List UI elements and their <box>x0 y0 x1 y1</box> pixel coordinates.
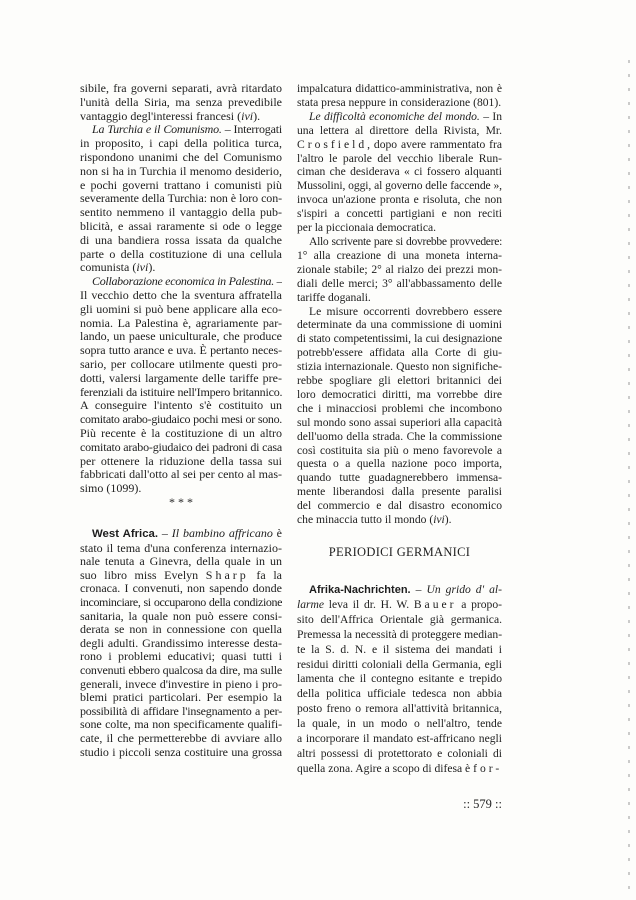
text-run: di una bandiera rossa issata da qualche <box>80 233 282 247</box>
text-line <box>80 732 282 746</box>
text-line <box>80 678 282 692</box>
text-run: potrebb'essere affidata alla Corte di giu- <box>297 346 502 360</box>
text-line <box>297 672 502 687</box>
text-line <box>297 747 502 762</box>
text-run: stata presa neppure in considerazione (801). <box>297 95 502 109</box>
text-run: cronaca. I convenuti, non sapendo donde <box>80 582 282 596</box>
text-line <box>80 650 282 664</box>
text-run: vantaggio degl'interessi francesi ( <box>80 109 242 123</box>
text-run: una lettera al direttore della Rivista, Mr. <box>297 123 502 137</box>
text-run: a propo- <box>456 597 502 611</box>
text-run: questa o a quella nazione poco importa, <box>297 457 502 471</box>
text-line <box>80 261 282 275</box>
text-line <box>297 221 502 235</box>
text-run: generali, invece d'investire in pieno i pro- <box>80 677 282 691</box>
text-run: Premessa la necessità di proteggere median- <box>297 627 502 641</box>
text-run: non si ha in Turchia il menomo desiderio, <box>80 164 282 178</box>
text-run: ). <box>253 109 261 123</box>
text-line <box>297 96 502 110</box>
text-run: rebbe spogliare gli elettori britannici dei <box>297 374 502 388</box>
text-run: ciman che desiderava « ci fossero alquanti <box>297 165 502 179</box>
text-line <box>80 664 282 678</box>
text-run: sopra tutto arance e uva. È pertanto neces- <box>80 344 282 358</box>
text-run: blemi pratici particolari. Per esempio la <box>80 691 282 705</box>
text-run: comitato arabo-giudaico dei padroni di casa <box>80 440 282 454</box>
text-line <box>297 207 502 221</box>
text-line <box>80 527 282 542</box>
text-run: – <box>158 527 172 540</box>
text-run: lamenta che il contegno esitante e trepido <box>297 672 502 686</box>
text-line <box>80 220 282 234</box>
text-run: cate, il che permetterebbe di avviare allo <box>80 731 282 745</box>
text-run: tariffe doganali. <box>297 290 371 304</box>
text-line <box>80 386 282 400</box>
text-run: degli adulti. Grandissimo interesse desta- <box>80 636 282 650</box>
text-line <box>297 732 502 747</box>
text-line <box>297 485 502 499</box>
text-line <box>297 346 502 360</box>
text-run: quella zona. Agire a scopo di difesa è <box>297 761 474 775</box>
text-line <box>80 358 282 372</box>
text-line <box>297 613 502 628</box>
text-run: 1° alla creazione di una moneta interna- <box>297 248 502 262</box>
text-line <box>297 583 502 598</box>
text-line <box>297 687 502 702</box>
text-line <box>297 643 502 658</box>
text-line <box>80 248 282 262</box>
text-run: l'altro le parole del vecchio liberale Run- <box>297 151 502 165</box>
text-line <box>297 124 502 138</box>
text-line <box>297 235 502 249</box>
text-line <box>297 305 502 319</box>
text-run: sanitaria, la quale non può essere consi- <box>80 609 282 623</box>
text-line <box>80 610 282 624</box>
text-run: comunista ( <box>80 261 137 275</box>
text-line <box>80 542 282 556</box>
italic-text: La Turchia e il Comunismo. <box>92 123 222 137</box>
text-run: – <box>273 275 282 289</box>
italic-text: ivi <box>241 109 254 123</box>
text-line <box>80 718 282 732</box>
text-run: per la piccionaia democratica. <box>297 221 437 235</box>
text-run: convenuti ebbero qualcosa da dire, ma sulle <box>80 663 282 677</box>
text-line <box>297 628 502 643</box>
text-run: l'unità della Siria, ma senza prevedibile <box>80 95 282 109</box>
text-run: dell'uomo della strada. Che la commissione <box>297 429 502 443</box>
text-run: determinate da una commissione di uomini <box>297 318 502 332</box>
text-line <box>80 165 282 179</box>
text-line <box>297 388 502 402</box>
text-line <box>80 455 282 469</box>
text-line <box>297 318 502 332</box>
text-run: comitato arabo-giudaico pochi mesi or sono. <box>80 413 282 427</box>
text-line <box>80 413 282 427</box>
text-run: la quale, in un modo o nell'altro, tende <box>297 717 502 731</box>
left-column-upper-text <box>80 82 282 510</box>
text-line <box>297 430 502 444</box>
text-run: Allo scrivente pare si dovrebbe provvedere: <box>309 234 502 248</box>
italic-text: ivi <box>433 513 445 527</box>
section-separator <box>80 496 282 510</box>
text-line <box>297 374 502 388</box>
spaced-text: for- <box>473 761 502 775</box>
text-run: sul mondo sono assai superiori alla capacità <box>297 415 502 429</box>
text-line <box>80 596 282 610</box>
text-line <box>80 372 282 386</box>
text-line <box>80 441 282 455</box>
section-heading: PERIODICI GERMANICI <box>328 545 471 559</box>
text-line <box>297 471 502 485</box>
text-run: rispondono unanimi che del Comunismo <box>80 150 282 164</box>
text-run: mente liberandosi dalla presente paralisi <box>297 485 502 499</box>
text-line <box>297 263 502 277</box>
text-line <box>80 151 282 165</box>
italic-text: Un grido d' al- <box>426 583 502 596</box>
text-line <box>80 569 282 583</box>
text-run: ). <box>148 261 156 275</box>
text-run: rono i problemi educativi; quasi tutti i <box>80 650 282 664</box>
text-line <box>80 555 282 569</box>
text-run: residui diritti coloniali della Germania, egli <box>297 657 502 671</box>
text-run: possibilità di affidare l'insegnamento a per- <box>80 704 282 718</box>
text-run: quando tutte guadagnerebbero immensa- <box>297 471 502 485</box>
text-line <box>297 152 502 166</box>
text-run: parte o della costituzione di una cellula <box>80 247 282 261</box>
text-run: A conseguire l'intento s'è costituito un <box>80 399 282 413</box>
text-line <box>297 165 502 179</box>
text-line <box>297 138 502 152</box>
text-run: incominciare, si occuparono della condizione <box>80 595 282 609</box>
text-run: * * * <box>169 495 193 509</box>
text-run: leva il dr. H. W. <box>324 597 414 611</box>
text-run: fabbricati dall'otto al sei per cento al mas- <box>80 468 282 482</box>
text-line <box>297 82 502 96</box>
text-run: stizia internazionale. Questo non significhe- <box>297 360 502 374</box>
bold-heading: Afrika-Nachrichten. <box>309 584 411 596</box>
spaced-text: Crosfield <box>297 137 368 151</box>
text-run: derata se non in connessione con quella <box>80 623 282 637</box>
text-run: gli uomini si può bene applicare alla eco- <box>80 302 282 316</box>
text-line <box>80 82 282 96</box>
text-run: della politica ufficiale tedesca non abbia <box>297 687 502 701</box>
scan-edge-marks <box>628 60 630 900</box>
text-line <box>80 623 282 637</box>
text-line <box>297 402 502 416</box>
text-run: s'ispiri a concetti partigiani e non reciti <box>297 207 502 221</box>
text-run: Il vecchio detto che la sventura affratella <box>80 288 282 302</box>
text-line <box>297 513 502 527</box>
text-line <box>80 691 282 705</box>
spaced-text: Bauer <box>413 597 457 611</box>
text-line <box>80 705 282 719</box>
text-line <box>297 702 502 717</box>
text-run: Più recente è la costituzione di un altro <box>80 426 282 440</box>
text-run: stato il tema d'una conferenza internazio- <box>80 541 282 555</box>
text-run: altri possessi di protettorato e coloniali di <box>297 746 502 760</box>
right-column-upper-text <box>297 82 502 527</box>
text-line <box>80 275 282 289</box>
text-run: che i minacciosi problemi che incombono <box>297 401 502 415</box>
text-run: loro democratici diritti, ma vorrebbe dire <box>297 387 502 401</box>
italic-text: larme <box>297 597 325 611</box>
text-run: zionale stabile; 2° al rialzo dei prezzi mon- <box>297 262 502 276</box>
bold-heading: West Africa. <box>92 528 159 540</box>
text-line <box>297 598 502 613</box>
spaced-text: Sharp <box>205 568 249 582</box>
text-line <box>297 658 502 673</box>
text-run: ). <box>444 513 452 527</box>
text-run: sito dell'Affrica Orientale già germanica. <box>297 612 502 626</box>
right-column-afrika-text <box>297 583 502 777</box>
text-run: sibile, fra governi separati, avrà ritardato <box>80 82 282 95</box>
text-run: suo libro miss Evelyn <box>80 568 206 582</box>
left-column-west-africa-text <box>80 527 282 759</box>
text-line <box>80 123 282 137</box>
text-line <box>297 277 502 291</box>
text-run: studio i piccoli senza costituire una grossa <box>80 745 282 759</box>
text-line <box>80 110 282 124</box>
text-run: – Interrogati <box>221 123 282 137</box>
text-run: invoca un'azione pronta e risoluta, che non <box>297 193 502 207</box>
text-run: impalcatura didattico-amministrativa, non è <box>297 82 502 95</box>
text-line <box>80 482 282 496</box>
text-line <box>297 444 502 458</box>
text-line <box>80 399 282 413</box>
text-line <box>297 762 502 777</box>
page-number: :: 579 :: <box>463 797 502 811</box>
text-run: – <box>410 583 427 596</box>
text-run: di stato competentissimi, la cui designazione <box>297 332 502 346</box>
text-run: e pochi governi trattano i comunisti più <box>80 178 282 192</box>
text-run: te la S. d. N. e il sistema dei mandati i <box>297 642 502 656</box>
text-line <box>80 96 282 110</box>
text-line <box>80 637 282 651</box>
text-run: fa la <box>248 568 282 582</box>
text-line <box>297 717 502 732</box>
text-line <box>297 179 502 193</box>
text-run: simo (1099). <box>80 482 142 496</box>
text-run: Mussolini, oggi, al governo delle faccende », <box>297 179 502 193</box>
text-line <box>80 303 282 317</box>
text-run: diali delle merci; 3° all'abbassamento delle <box>297 276 502 290</box>
italic-text: Le difficoltà economiche del mondo. <box>309 109 480 123</box>
italic-text: Collaborazione economica in Palestina. <box>92 275 274 289</box>
text-run: sone colte, ma non specificamente qualifi- <box>80 718 282 732</box>
text-line <box>80 137 282 151</box>
text-run: per ottenere la riduzione della tassa sui <box>80 454 282 468</box>
italic-text: ivi <box>136 261 149 275</box>
text-run: blicità, e assai raramente si ode o legge <box>80 219 282 233</box>
text-line <box>297 499 502 513</box>
text-line <box>80 746 282 760</box>
text-run: nomia. La Palestina è, agrariamente par- <box>80 316 282 330</box>
text-line <box>80 234 282 248</box>
text-line <box>297 291 502 305</box>
text-line <box>297 110 502 124</box>
text-line <box>297 193 502 207</box>
text-run: severamente della Turchia: non è loro con- <box>80 192 282 206</box>
text-run: è <box>272 527 282 540</box>
text-run: dotti, valersi largamente delle tariffe pre- <box>80 371 282 385</box>
text-run: sario, per collocare utilmente questi pro- <box>80 357 282 371</box>
text-line <box>80 289 282 303</box>
text-line <box>80 427 282 441</box>
text-run: così costituita sia più o meno favorevole a <box>297 443 502 457</box>
text-line <box>297 332 502 346</box>
text-line <box>80 206 282 220</box>
text-line <box>80 317 282 331</box>
text-line <box>297 416 502 430</box>
text-run: sentito nemmeno il vantaggio della pub- <box>80 206 282 220</box>
text-run: che minaccia tutto il mondo ( <box>297 513 434 527</box>
text-run: – In <box>479 109 502 123</box>
text-run: posto freno o remora all'attività britannica, <box>297 702 502 716</box>
text-run: a incorporare il mandato est-affricano negli <box>297 732 502 746</box>
text-run: nale tenuta a Ginevra, della quale in un <box>80 555 282 569</box>
text-line <box>80 344 282 358</box>
text-line <box>297 249 502 263</box>
text-run: del commercio e dal disastro economico <box>297 499 502 513</box>
text-line <box>80 179 282 193</box>
text-line <box>80 192 282 206</box>
text-line <box>297 360 502 374</box>
text-run: , dopo avere rammentato fra <box>367 137 502 151</box>
italic-text: Il bambino affricano <box>171 527 273 540</box>
text-run: Le misure occorrenti dovrebbero essere <box>309 304 502 318</box>
text-run: in proposito, i capi della politica turca, <box>80 137 282 151</box>
text-line <box>80 582 282 596</box>
text-run: ferenziali da istituire nell'Impero britannico. <box>80 385 282 399</box>
text-line <box>80 468 282 482</box>
text-line <box>297 457 502 471</box>
text-line <box>80 330 282 344</box>
text-run: lando, un paese uniculturale, che produce <box>80 330 282 344</box>
